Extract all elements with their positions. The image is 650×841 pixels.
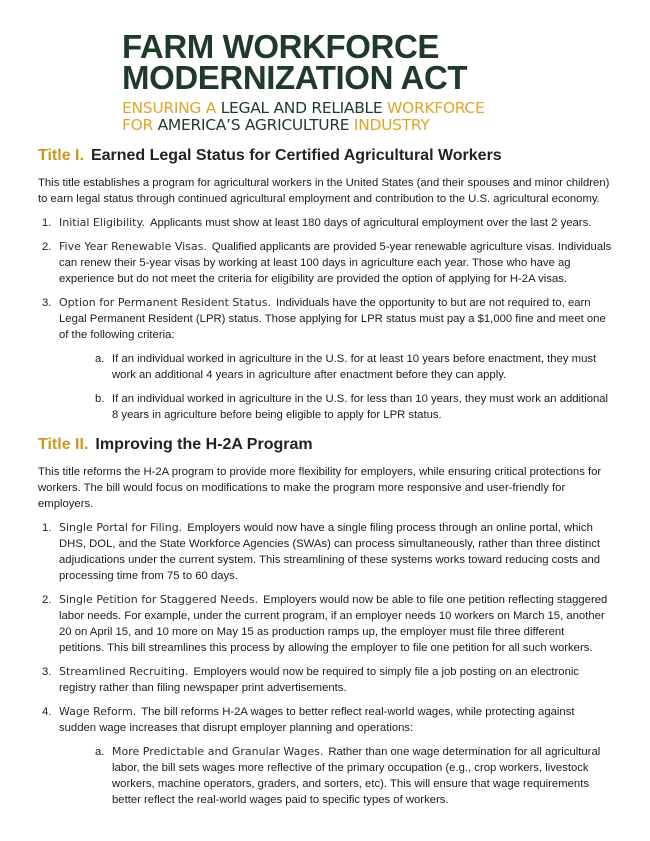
sublist-item bbox=[95, 391, 612, 423]
item-body bbox=[59, 704, 612, 808]
item-lead: Five Year Renewable Visas. bbox=[59, 239, 207, 253]
section-label: Title I. bbox=[38, 146, 84, 164]
section-intro: This title reforms the H-2A program to provide more flexibility for employers, while ensuring critical protections for workers. The bill would focus on modifications to make the program more responsive and user-friendly for employers. bbox=[38, 465, 602, 510]
subtitle-segment: INDUSTRY bbox=[353, 115, 430, 134]
subitem-text: If an individual worked in agriculture in the U.S. for less than 10 years, they must work an additional 8 years in agriculture before being eligible to apply for LPR status. bbox=[112, 392, 609, 421]
item-number: 1. bbox=[42, 521, 52, 534]
item-number: 3. bbox=[42, 665, 52, 678]
document-header bbox=[122, 28, 612, 134]
item-text: Employers would now be required to simply file a job posting on an electronic registry rather than filing newspaper print advertisements. bbox=[59, 665, 580, 694]
item-body bbox=[59, 215, 612, 231]
subitem-body bbox=[112, 391, 612, 423]
list-item bbox=[42, 239, 612, 287]
subtitle-segment: AMERICA’S AGRICULTURE bbox=[157, 115, 354, 134]
section-heading-title-ii bbox=[38, 435, 612, 454]
title-line-2: MODERNIZATION ACT bbox=[122, 59, 468, 97]
item-lead: Initial Eligibility. bbox=[59, 215, 145, 229]
item-body bbox=[59, 520, 612, 584]
lettered-sublist bbox=[59, 351, 612, 423]
item-text: Employers would now have a single filing process through an online portal, which DHS, DOL, and the State Workforce Agencies (SWAs) can process simultaneously, rather than three distinct adjudications under the current system. This streamlining of these systems works toward reducing costs and processing time from 75 to 60 days. bbox=[59, 521, 601, 582]
subitem-text: If an individual worked in agriculture in the U.S. for at least 10 years before enactment, they must work an additional 4 years in agriculture after enactment before they can apply. bbox=[112, 352, 597, 381]
section-title-i bbox=[38, 146, 612, 423]
item-body bbox=[59, 295, 612, 423]
item-lead: Single Petition for Staggered Needs. bbox=[59, 592, 259, 606]
subtitle-segment: WORKFORCE bbox=[387, 98, 485, 117]
section-label: Title II. bbox=[38, 435, 89, 453]
item-lead: Wage Reform. bbox=[59, 704, 137, 718]
document-subtitle bbox=[122, 100, 612, 134]
section-heading-title-i bbox=[38, 146, 612, 165]
subtitle-line-1 bbox=[122, 100, 612, 117]
subitem-body bbox=[112, 744, 612, 808]
item-lead: Single Portal for Filing. bbox=[59, 520, 183, 534]
list-item bbox=[42, 520, 612, 584]
list-item bbox=[42, 295, 612, 423]
list-item bbox=[42, 704, 612, 808]
numbered-list bbox=[38, 520, 612, 808]
subitem-letter: a. bbox=[95, 352, 105, 365]
item-body bbox=[59, 239, 612, 287]
list-item bbox=[42, 664, 612, 696]
item-lead: Option for Permanent Resident Status. bbox=[59, 295, 271, 309]
subtitle-segment: ENSURING A bbox=[122, 98, 221, 117]
item-text: Applicants must show at least 180 days of agricultural employment over the last 2 years. bbox=[149, 216, 592, 229]
sublist-item bbox=[95, 351, 612, 383]
subitem-letter: a. bbox=[95, 745, 105, 758]
item-text: The bill reforms H-2A wages to better reflect real-world wages, while protecting against sudden wage increases that disrupt employer planning and operations: bbox=[59, 705, 575, 734]
subitem-letter: b. bbox=[95, 392, 105, 405]
list-item bbox=[42, 592, 612, 656]
section-heading-text: Earned Legal Status for Certified Agricultural Workers bbox=[90, 146, 502, 164]
sublist-item bbox=[95, 744, 612, 808]
item-body bbox=[59, 592, 612, 656]
list-item bbox=[42, 215, 612, 231]
item-lead: Streamlined Recruiting. bbox=[59, 664, 189, 678]
subtitle-line-2 bbox=[122, 117, 612, 134]
item-body bbox=[59, 664, 612, 696]
numbered-list bbox=[38, 215, 612, 423]
item-number: 1. bbox=[42, 216, 52, 229]
item-number: 2. bbox=[42, 240, 52, 253]
document-title bbox=[122, 28, 612, 97]
item-text: Individuals have the opportunity to but are not required to, earn Legal Permanent Resident (LPR) status. Those applying for LPR status must pay a $1,000 fine and meet one of the following criteria: bbox=[59, 296, 606, 341]
subtitle-segment: LEGAL AND RELIABLE bbox=[220, 98, 388, 117]
subitem-text: Rather than one wage determination for all agricultural labor, the bill sets wages more reflective of the primary occupation (e.g., crop workers, livestock workers, machine operators, graders, and sorters, etc). This will ensure that wage requirements better reflect the real-world wages paid to specific types of workers. bbox=[112, 745, 601, 806]
section-heading-text: Improving the H-2A Program bbox=[95, 435, 313, 453]
title-line-1: FARM WORKFORCE bbox=[122, 28, 440, 65]
subitem-body bbox=[112, 351, 612, 383]
item-text: Qualified applicants are provided 5-year renewable agriculture visas. Individuals can renew their 5-year visas by working at least 100 days in agriculture each year. Those who have ag experience but do not meet the criteria for eligibility are provided the option of applying for H-2A visas. bbox=[59, 240, 612, 285]
subtitle-segment: FOR bbox=[122, 115, 158, 134]
section-intro: This title establishes a program for agricultural workers in the United States (and their spouses and minor children) to earn legal status through continued agricultural employment and contribution to the U.S. agricultural economy. bbox=[38, 176, 610, 205]
subitem-lead: More Predictable and Granular Wages. bbox=[112, 744, 324, 758]
item-number: 4. bbox=[42, 705, 52, 718]
item-text: Employers would now be able to file one petition reflecting staggered labor needs. For example, under the current program, if an employer needs 10 workers on March 15, another 20 on April 15, and 10 more on May 15 as production ramps up, the employer must file three different petitions. This bill streamlines this process by allowing the employer to file one petition for all such workers. bbox=[59, 593, 608, 654]
lettered-sublist bbox=[59, 744, 612, 808]
item-number: 3. bbox=[42, 296, 52, 309]
section-title-ii bbox=[38, 435, 612, 808]
item-number: 2. bbox=[42, 593, 52, 606]
